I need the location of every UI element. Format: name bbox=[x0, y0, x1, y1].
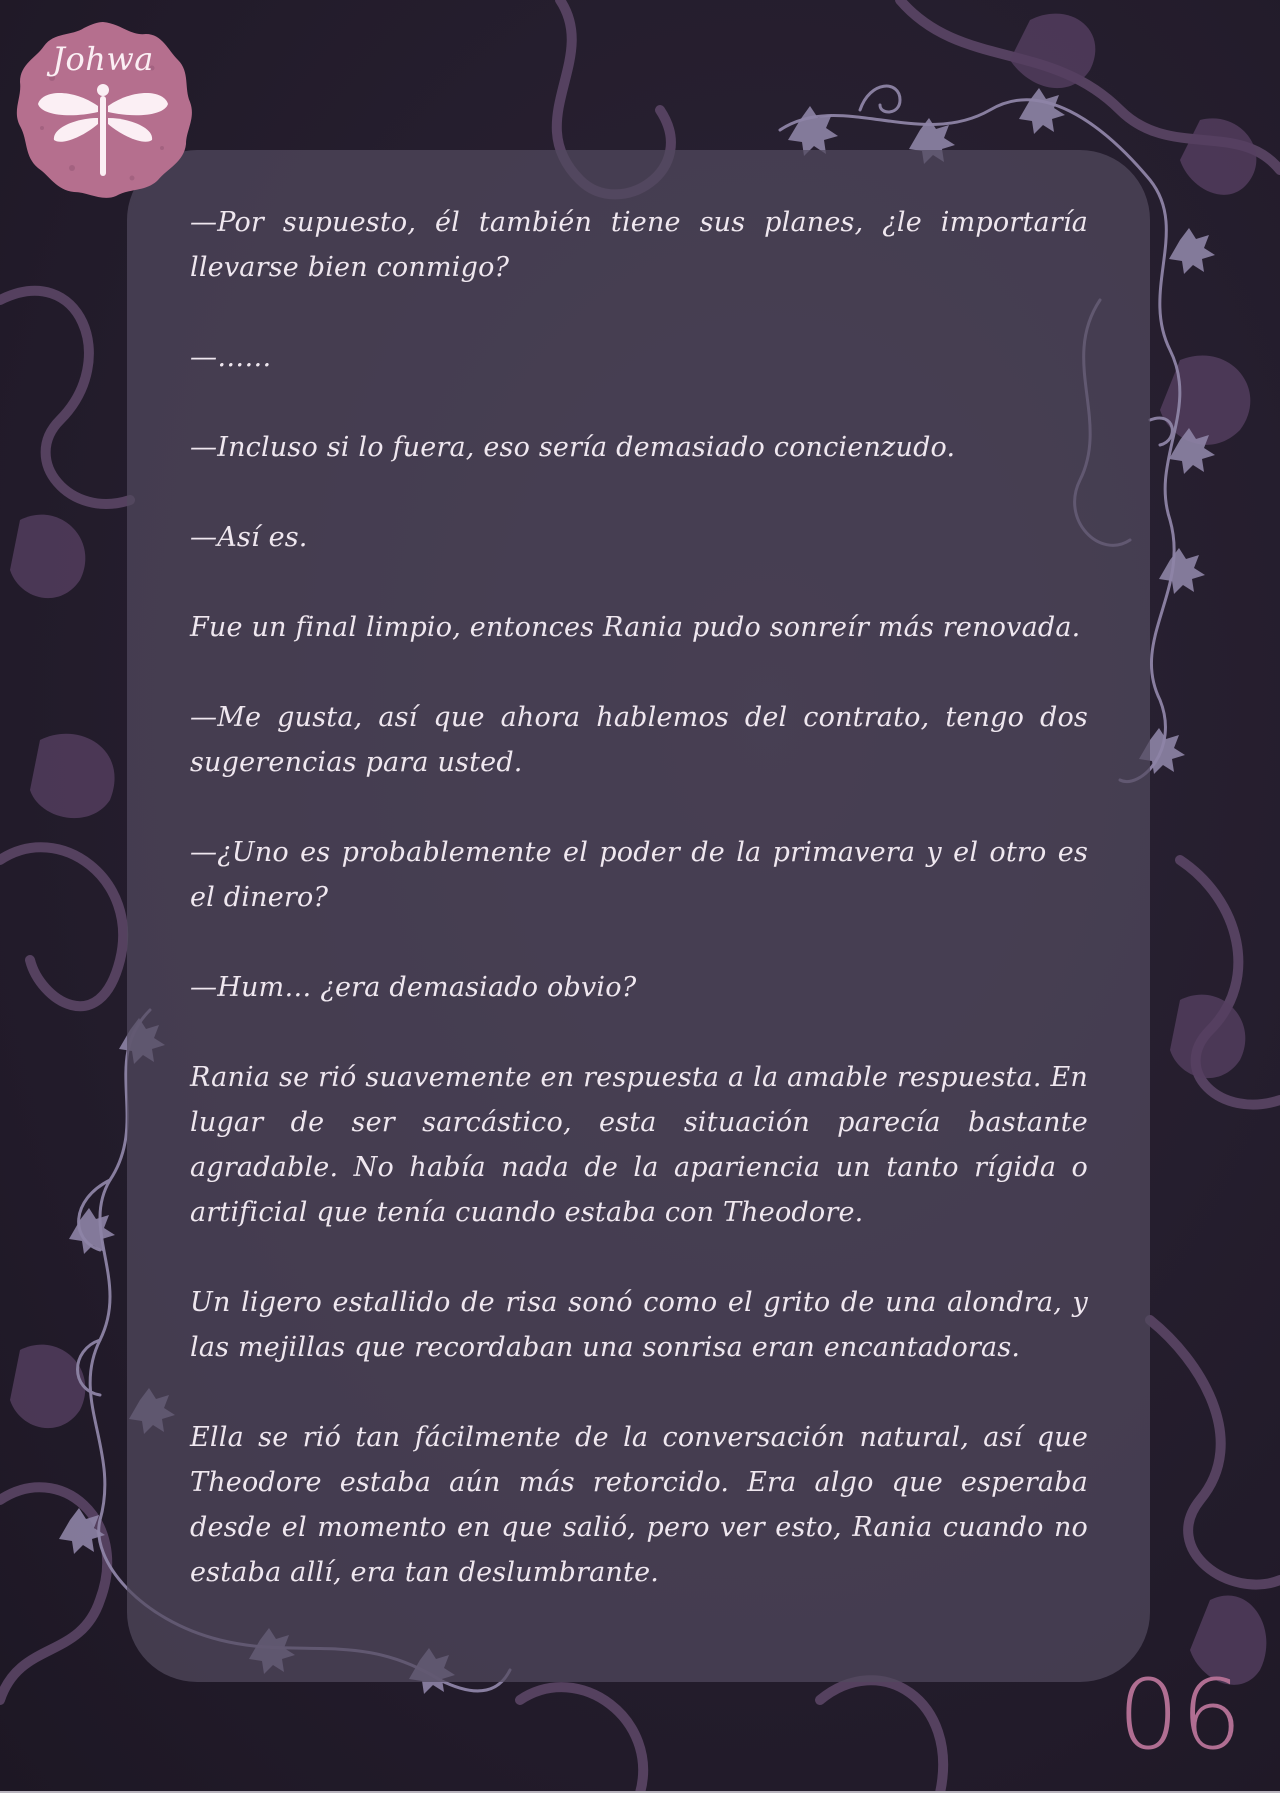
paragraph: Un ligero estallido de risa sonó como el grito de una alondra, y las mejillas que recordaban una sonrisa eran encantadoras. bbox=[190, 1287, 1088, 1363]
paragraph: —Hum… ¿era demasiado obvio? bbox=[190, 972, 637, 1003]
paragraph: —…… bbox=[190, 342, 272, 373]
page-number: 06 bbox=[1117, 1659, 1244, 1771]
paragraph: —Por supuesto, él también tiene sus planes, ¿le importaría llevarse bien conmigo? bbox=[190, 207, 1088, 283]
paragraph: —Incluso si lo fuera, eso sería demasiado concienzudo. bbox=[190, 432, 956, 463]
paragraph: —Me gusta, así que ahora hablemos del contrato, tengo dos sugerencias para usted. bbox=[190, 702, 1088, 778]
story-text bbox=[190, 200, 1088, 1640]
paragraph: —Así es. bbox=[190, 522, 308, 553]
paragraph: Fue un final limpio, entonces Rania pudo sonreír más renovada. bbox=[190, 612, 1081, 643]
paragraph: Ella se rió tan fácilmente de la conversación natural, así que Theodore estaba aún más retorcido. Era algo que esperaba desde el momento en que salió, pero ver esto, Rania cuando no estaba allí, era tan deslumbrante. bbox=[190, 1422, 1088, 1588]
dragonfly-icon bbox=[12, 18, 194, 200]
johwa-logo bbox=[12, 18, 194, 200]
logo-text: Johwa bbox=[52, 40, 154, 78]
paragraph: —¿Uno es probablemente el poder de la primavera y el otro es el dinero? bbox=[190, 837, 1088, 913]
paragraph: Rania se rió suavemente en respuesta a la amable respuesta. En lugar de ser sarcástico, esta situación parecía bastante agradable. No había nada de la apariencia un tanto rígida o artificial que tenía cuando estaba con Theodore. bbox=[190, 1062, 1088, 1228]
